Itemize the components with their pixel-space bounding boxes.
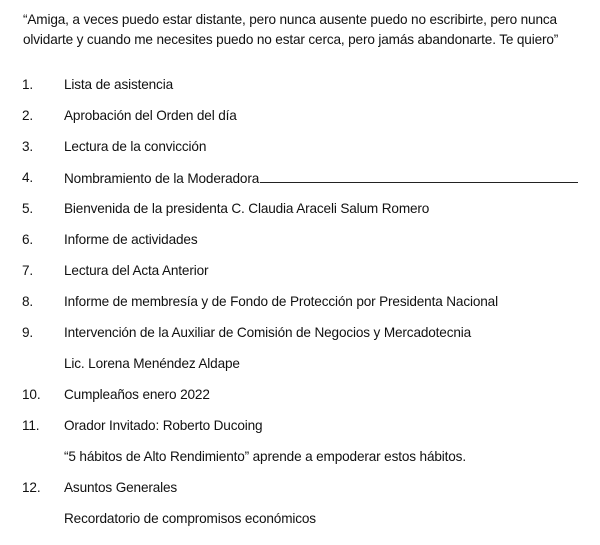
agenda-item-text-with-blank [64,168,578,189]
agenda-item [0,199,600,230]
agenda-list [0,75,600,540]
agenda-item [0,230,600,261]
agenda-item-text: Informe de membresía y de Fondo de Protección por Presidenta Nacional [64,294,498,309]
agenda-item [0,292,600,323]
agenda-item-number: 1. [22,77,34,92]
agenda-item-number: 6. [22,232,34,247]
agenda-item-text: Lectura de la convicción [64,139,207,154]
agenda-item-text: Lista de asistencia [64,77,173,92]
agenda-item [0,261,600,292]
agenda-item [0,416,600,447]
agenda-item [0,478,600,509]
agenda-item-number: 5. [22,201,34,216]
agenda-item-number: 9. [22,325,34,340]
agenda-item-text: “5 hábitos de Alto Rendimiento” aprende a empoderar estos hábitos. [64,449,466,464]
agenda-item [0,323,600,354]
agenda-item-text: Informe de actividades [64,232,198,247]
agenda-item-text: Lic. Lorena Menéndez Aldape [64,356,240,371]
agenda-item-number: 8. [22,294,34,309]
agenda-item-text: Nombramiento de la Moderadora [64,171,260,186]
fill-in-blank-line [260,168,578,183]
agenda-item [0,75,600,106]
agenda-item-continuation [0,354,600,385]
agenda-item-text: Recordatorio de compromisos económicos [64,511,316,526]
agenda-item-number: 3. [22,139,34,154]
agenda-item-continuation [0,447,600,478]
agenda-item-number: 2. [22,108,34,123]
agenda-item-text: Asuntos Generales [64,480,178,495]
agenda-item [0,168,600,199]
agenda-item [0,137,600,168]
agenda-item-number: 12. [22,480,41,495]
agenda-item-text: Cumpleaños enero 2022 [64,387,210,402]
agenda-item-text: Lectura del Acta Anterior [64,263,209,278]
agenda-item-number: 11. [22,418,40,433]
agenda-item [0,385,600,416]
friendship-quote: “Amiga, a veces puedo estar distante, pero nunca ausente puedo no escribirte, pero nunca olvidarte y cuando me necesites puedo no estar cerca, pero jamás abandonarte. Te quiero” [23,12,559,47]
agenda-item-number: 7. [22,263,34,278]
agenda-item-text: Orador Invitado: Roberto Ducoing [64,418,263,433]
agenda-item-text: Intervención de la Auxiliar de Comisión de Negocios y Mercadotecnia [64,325,472,340]
agenda-item-number: 4. [22,170,34,185]
agenda-item-number: 10. [22,387,41,402]
agenda-item-continuation [0,509,600,540]
agenda-item [0,106,600,137]
agenda-item-text: Bienvenida de la presidenta C. Claudia Araceli Salum Romero [64,201,430,216]
agenda-item-text: Aprobación del Orden del día [64,108,237,123]
